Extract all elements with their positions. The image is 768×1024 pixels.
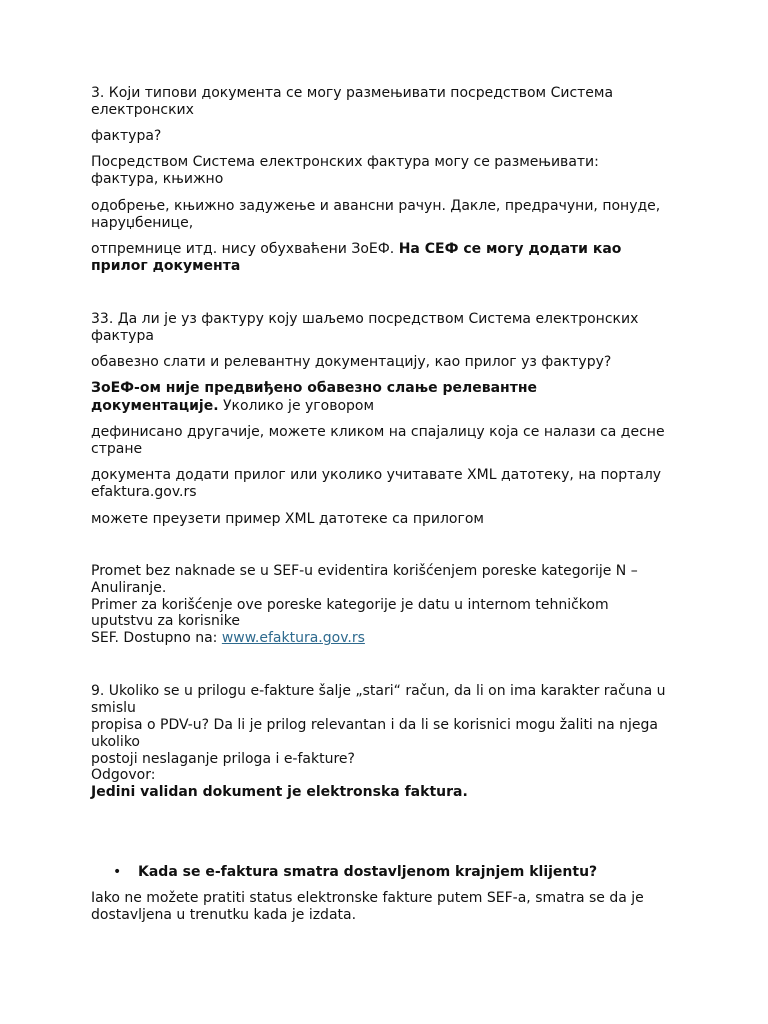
q33-answer-line: дефинисано другачије, можете кликом на спајалицу која се налази са десне — [91, 424, 665, 440]
q3-answer-line: наруџбенице, — [91, 215, 194, 231]
bullet-heading — [138, 864, 597, 881]
q3-question-line: фактура? — [91, 128, 162, 144]
q9-question-line: smislu — [91, 700, 136, 716]
q3-question-line: 3. Који типови документа се могу размењивати посредством Система — [91, 85, 614, 101]
q9-question-line: 9. Ukoliko se u prilogu e-fakture šalje „stari“ račun, da li on ima karakter računa u — [91, 683, 666, 699]
q33-answer-line: документа додати прилог или уколико учитавате XML датотеку, на порталу — [91, 467, 662, 483]
q3-answer-line: фактура, књижно — [91, 171, 224, 187]
q9-question-line: ukoliko — [91, 734, 140, 750]
q3-answer-line: одобрење, књижно задужење и авансни рачун. Дакле, предрачуни, понуде, — [91, 198, 661, 214]
q3-answer-line — [91, 241, 621, 258]
q33-question-line: обавезно слати и релевантну документацију, као прилог уз фактуру? — [91, 354, 612, 370]
q33-question-line: фактура — [91, 328, 154, 344]
q3-answer-emphasis: прилог документа — [91, 258, 241, 274]
efaktura-link[interactable]: www.efaktura.gov.rs — [221, 630, 365, 646]
q3-answer-emphasis: На СЕФ се могу додати као — [398, 241, 622, 257]
promet-line: Promet bez naknade se u SEF-u evidentira korišćenjem poreske kategorije N – — [91, 563, 638, 579]
q33-answer-emphasis: документације. — [91, 398, 219, 414]
q33-answer-line — [91, 380, 537, 397]
q3-question-line: електронских — [91, 102, 194, 118]
q9-answer-label: Odgovor: — [91, 767, 156, 783]
promet-line: Anuliranje. — [91, 580, 167, 596]
promet-line — [91, 630, 365, 647]
q3-answer-text: отпремнице итд. нису обухваћени ЗоЕФ. — [91, 241, 399, 257]
q9-answer-line — [91, 784, 468, 801]
bullet-answer-line: Iako ne možete pratiti status elektronske fakture putem SEF-a, smatra se da je — [91, 890, 644, 906]
bullet-heading-text: Kada se e-faktura smatra dostavljenom krajnjem klijentu? — [138, 864, 598, 880]
q3-answer-line: Посредством Система електронских фактура могу се размењивати: — [91, 154, 599, 170]
q9-question-line: postoji neslaganje priloga i e-fakture? — [91, 751, 355, 767]
bullet-icon: • — [113, 864, 122, 880]
q3-answer-line — [91, 258, 240, 275]
q33-answer-line — [91, 398, 374, 415]
q33-answer-line: efaktura.gov.rs — [91, 484, 197, 500]
q33-answer-emphasis: ЗоЕФ-ом није предвиђено обавезно слање релевантне — [91, 380, 538, 396]
bullet-answer-line: dostavljena u trenutku kada je izdata. — [91, 907, 357, 923]
q9-question-line: propisa o PDV-u? Da li je prilog relevantan i da li se korisnici mogu žaliti na njega — [91, 717, 659, 733]
q33-question-line: 33. Да ли је уз фактуру коју шаљемо посредством Система електронских — [91, 311, 639, 327]
promet-line: uputstvu za korisnike — [91, 613, 240, 629]
q9-answer-emphasis: Jedini validan dokument je elektronska faktura. — [91, 784, 468, 800]
q33-answer-line: стране — [91, 441, 143, 457]
promet-text: SEF. Dostupno na: — [91, 630, 222, 646]
q33-answer-line: можете преузети пример XML датотеке са прилогом — [91, 511, 484, 527]
q33-answer-text: Уколико је уговором — [218, 398, 375, 414]
promet-line: Primer za korišćenje ove poreske kategorije je datu u internom tehničkom — [91, 597, 609, 613]
